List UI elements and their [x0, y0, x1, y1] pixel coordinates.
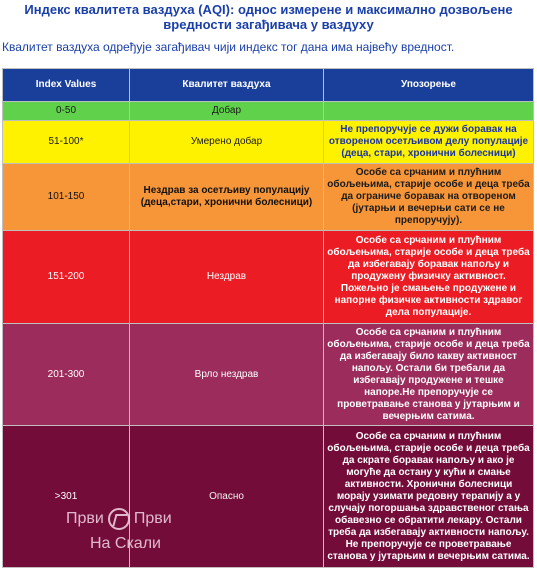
header-air-quality: Квалитет ваздуха [130, 69, 324, 102]
cell-quality: Нездрав [130, 231, 324, 324]
cell-index: 151-200 [3, 231, 130, 324]
tv-logo-icon [108, 508, 130, 530]
cell-quality: Нездрав за осетљиву популацију (деца,стари, хронични болесници) [130, 164, 324, 231]
table-row [3, 102, 534, 121]
header-warning: Упозорење [324, 69, 534, 102]
cell-quality: Врло нездрав [130, 324, 324, 426]
cell-warning: Не препоручује се дужи боравак на отвореном осетљивом делу популације (деца, стари, хронични болесници) [324, 121, 534, 164]
aqi-table [2, 68, 534, 568]
watermark-text-left: Први [66, 510, 104, 527]
cell-quality: Добар [130, 102, 324, 121]
watermark [66, 508, 186, 554]
cell-warning [324, 102, 534, 121]
watermark-text-right: Први [133, 510, 172, 527]
table-row [3, 164, 534, 231]
header-index-values: Index Values [3, 69, 130, 102]
cell-index: 201-300 [3, 324, 130, 426]
page-subtitle: Квалитет ваздуха одређује загађивач чији индекс тог дана има највећу вредност. [2, 40, 455, 54]
watermark-text-bottom: На Скали [90, 535, 161, 552]
cell-index: 101-150 [3, 164, 130, 231]
page-title: Индекс квалитета ваздуха (AQI): однос измерене и максимално дозвољене вредности загађивача у ваздуху [24, 2, 513, 32]
cell-index: >301 [3, 426, 130, 568]
table-header-row [3, 69, 534, 102]
cell-warning: Особе са срчаним и плућним обољењима, старије особе и деца треба да избегавају било какву активност напољу. Остали би требали да избегавају продужене и тешке напоре.Не препоручује се проветравање станова у јутарњим и вечерњим сатима. [324, 324, 534, 426]
cell-index: 0-50 [3, 102, 130, 121]
table-row [3, 121, 534, 164]
cell-warning: Особе са срчаним и плућним обољењима, старије особе и деца треба да избегавају боравак напољу и продужену физичку активност. Пожељно је смањење продужене и напорне физичке активности здравог дела популације. [324, 231, 534, 324]
cell-warning: Особе са срчаним и плућним обољењима, старије особе и деца треба да скрате боравак напољу и ако је могуће да остану у кући и смање активности. Хронични болесници морају узимати редовну терапију а у случају погоршања здравственог стања обавезно се обратити лекару. Остали треба да избегавају активности напољу. Не препоручује се проветравање станова у јутарњим и вечерњим сатима. [324, 426, 534, 568]
cell-warning: Особе са срчаним и плућним обољењима, старије особе и деца треба да ограниче боравак на отвореном (јутарњи и вечерњи сати се не препоручују). [324, 164, 534, 231]
cell-quality: Умерено добар [130, 121, 324, 164]
cell-quality: Опасно [130, 426, 324, 568]
table-row [3, 231, 534, 324]
cell-index: 51-100* [3, 121, 130, 164]
table-row [3, 324, 534, 426]
